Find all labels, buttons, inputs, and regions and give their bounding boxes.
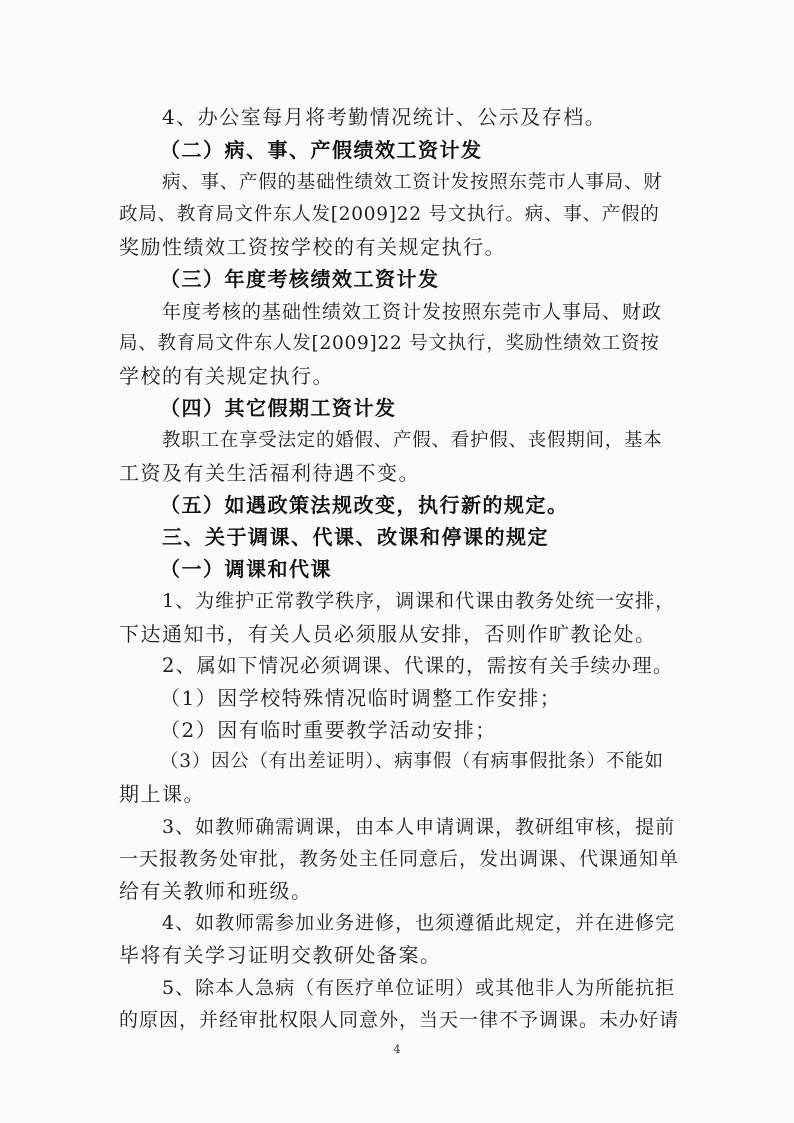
section-heading: （二）病、事、产假绩效工资计发 — [160, 138, 483, 162]
text-line: 5、除本人急病（有医疗单位证明）或其他非人为所能抗拒 — [162, 977, 676, 999]
text-line: 期上课。 — [119, 782, 205, 806]
text-line: 4、办公室每月将考勤情况统计、公示及存档。 — [162, 105, 607, 129]
section-heading: （五）如遇政策法规改变，执行新的规定。 — [160, 493, 569, 517]
section-heading: 三、关于调课、代课、改课和停课的规定 — [162, 525, 549, 549]
text-line: 年度考核的基础性绩效工资计发按照东莞市人事局、财政 — [162, 301, 663, 323]
text-line: （1）因学校特殊情况临时调整工作安排； — [160, 686, 562, 710]
text-line: 4、如教师需参加业务进修，也须遵循此规定，并在进修完 — [162, 912, 676, 934]
text-line: 一天报教务处审批，教务处主任同意后，发出调课、代课通知单 — [119, 848, 680, 870]
text-line: 病、事、产假的基础性绩效工资计发按照东莞市人事局、财 — [162, 172, 663, 193]
text-line: 的原因，并经审批权限人同意外，当天一律不予调课。未办好请 — [119, 1009, 680, 1031]
text-line: 局、教育局文件东人发[2009]22 号文执行，奖励性绩效工资按 — [119, 333, 660, 354]
text-line: 毕将有关学习证明交教研处备案。 — [119, 943, 442, 967]
section-heading: （四）其它假期工资计发 — [160, 396, 397, 420]
text-line: 下达通知书，有关人员必须服从安排，否则作旷教论处。 — [119, 622, 657, 646]
text-line: 2、属如下情况必须调课、代课的，需按有关手续办理。 — [162, 654, 674, 677]
text-line: （2）因有临时重要教学活动安排； — [160, 718, 497, 742]
text-line: 1、为维护正常教学秩序，调课和代课由教务处统一安排， — [162, 590, 676, 612]
section-heading: （三）年度考核绩效工资计发 — [160, 267, 440, 291]
text-line: 教职工在享受法定的婚假、产假、看护假、丧假期间，基本 — [162, 430, 663, 451]
text-line: 给有关教师和班级。 — [119, 879, 313, 903]
text-line: 3、如教师确需调课，由本人申请调课，教研组审核，提前 — [162, 816, 676, 838]
text-line: （3）因公（有出差证明）、病事假（有病事假批条）不能如 — [160, 751, 664, 772]
text-line: 政局、教育局文件东人发[2009]22 号文执行。病、事、产假的 — [119, 204, 660, 225]
section-heading: （一）调课和代课 — [160, 557, 332, 581]
text-line: 学校的有关规定执行。 — [119, 364, 334, 388]
text-line: 奖励性绩效工资按学校的有关规定执行。 — [119, 235, 506, 259]
text-line: 工资及有关生活福利待遇不变。 — [119, 461, 420, 485]
page-number: 4 — [393, 1043, 401, 1056]
